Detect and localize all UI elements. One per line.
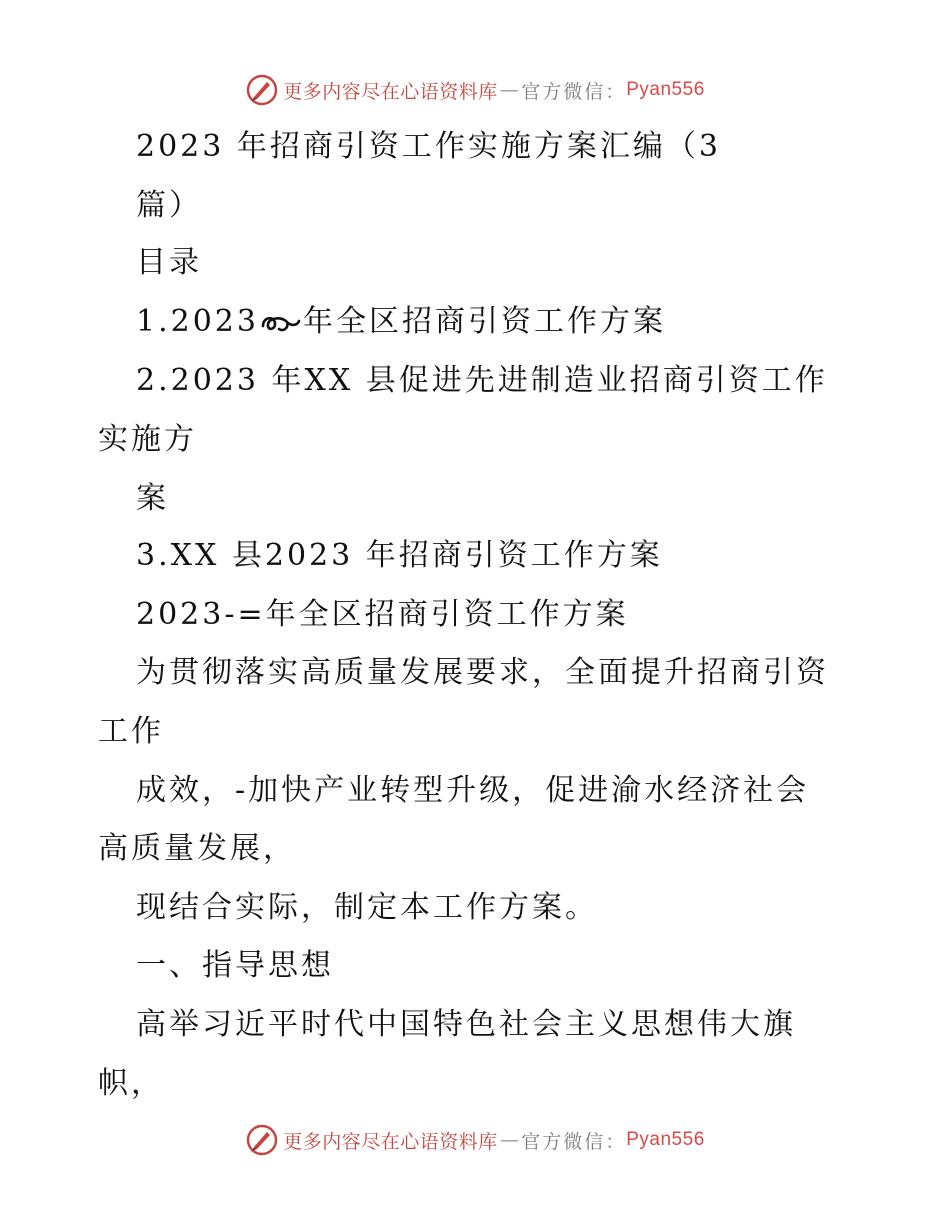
toc-item-2-line-3: 案	[136, 481, 169, 516]
footer-watermark	[0, 1120, 950, 1160]
toc-item-1-suffix: 年全区招商引资工作方案	[302, 304, 666, 339]
watermark-dash: —	[499, 1129, 520, 1151]
paragraph-1-line-2: 工作	[98, 714, 164, 749]
paragraph-1-line-3: 成效，-加快产业转型升级，促进渝水经济社会	[136, 773, 810, 808]
pen-logo-icon	[245, 73, 279, 107]
doc-title-line-2: 篇）	[136, 188, 202, 223]
toc-item-2-line-2: 实施方	[98, 422, 197, 457]
watermark-wechat-label: 官方微信：	[521, 80, 627, 103]
watermark-account: Pyan556	[626, 79, 705, 100]
watermark-dash: —	[499, 79, 520, 101]
paragraph-1-line-5: 现结合实际，制定本工作方案。	[136, 890, 598, 925]
paragraph-1-line-4: 高质量发展，	[98, 831, 296, 866]
swash-ornament-icon	[259, 310, 303, 336]
header-watermark	[0, 70, 950, 110]
paragraph-1-line-1: 为贯彻落实高质量发展要求，全面提升招商引资	[136, 655, 829, 690]
toc-item-1-prefix: 1.2023	[136, 304, 259, 339]
toc-item-2-line-1: 2.2023 年XX 县促进先进制造业招商引资工作	[136, 363, 828, 398]
toc-item-1	[136, 302, 666, 342]
toc-item-3: 3.XX 县2023 年招商引资工作方案	[136, 538, 663, 573]
section-title: 2023-=年全区招商引资工作方案	[136, 597, 629, 632]
toc-heading: 目录	[136, 245, 202, 280]
watermark-prefix: 更多内容尽在心语资料库	[283, 80, 498, 103]
watermark-prefix: 更多内容尽在心语资料库	[283, 1130, 498, 1153]
paragraph-2-line-1: 高举习近平时代中国特色社会主义思想伟大旗	[136, 1007, 796, 1042]
watermark-account: Pyan556	[626, 1129, 705, 1150]
pen-logo-icon	[245, 1123, 279, 1157]
doc-title-line-1: 2023 年招商引资工作实施方案汇编（3	[136, 129, 721, 164]
watermark-wechat-label: 官方微信：	[521, 1130, 627, 1153]
paragraph-2-line-2: 帜，	[98, 1066, 164, 1101]
heading-guiding-ideology: 一、指导思想	[136, 948, 334, 983]
